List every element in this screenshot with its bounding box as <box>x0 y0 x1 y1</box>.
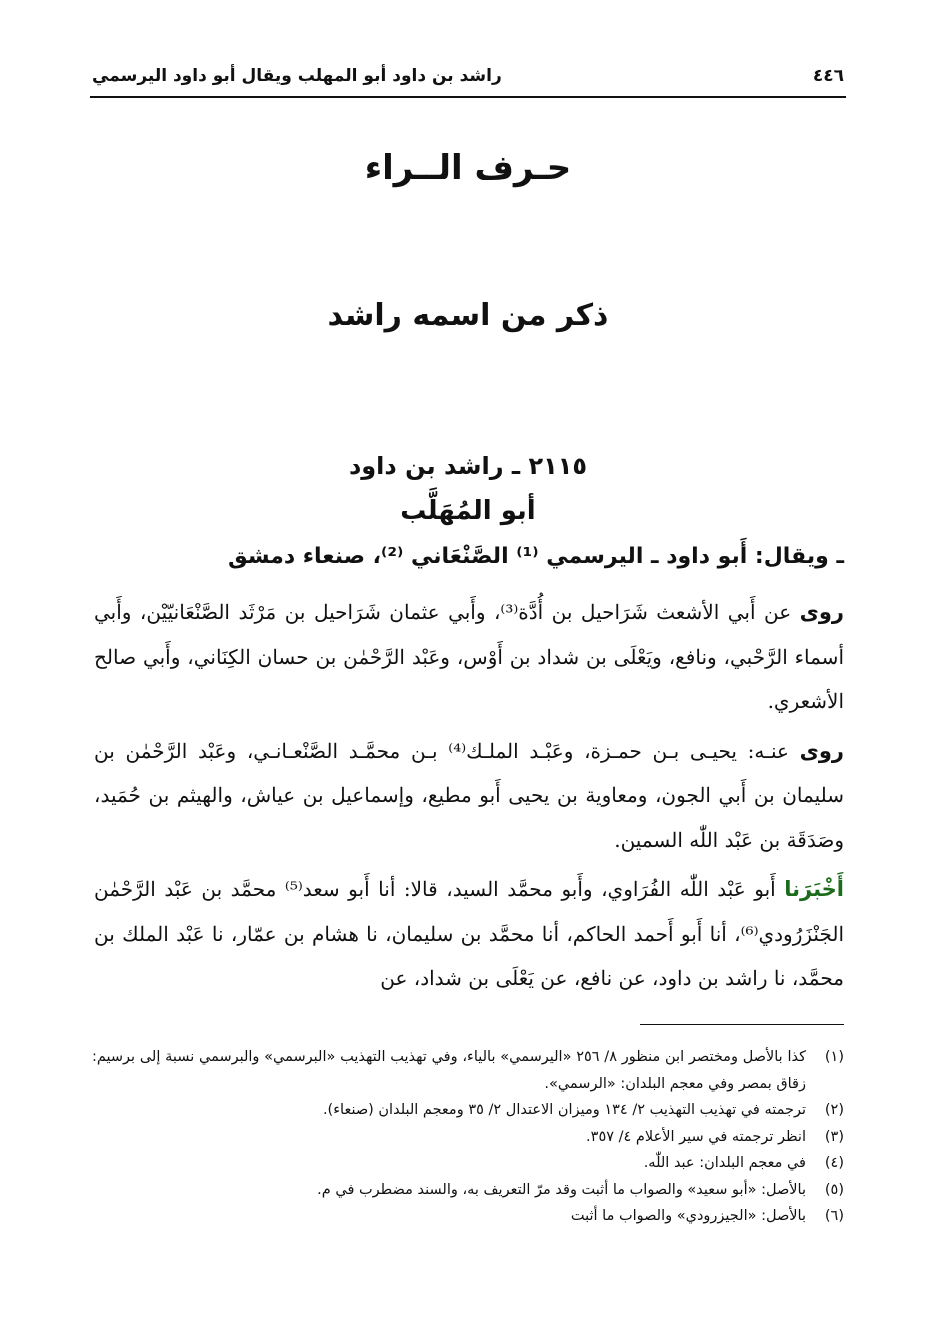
footnote-text: كذا بالأصل ومختصر ابن منظور ٨/ ٢٥٦ «اليرسمي» بالياء، وفي تهذيب التهذيب «البرسمي» والبرسمي نسبة إلى برسيم: زقاق بمصر وفي معجم البلدان: «الرسمي». <box>92 1049 806 1092</box>
paragraph-text: عنـه: يحيـى بـن حمـزة، وعَبْـد الملـك⁽⁴⁾ بـن محمَّـد الصَّنْعـانـي، وعَبْد الرَّحْمٰن بن سليمان بن أَبي الجون، ومعاوية بن يحيى أَبو مطيع، وإسماعيل بن عياش، والهيثم بن حُمَيد، وصَدَقَة بن عَبْد اللّٰه السمين. <box>94 738 844 852</box>
footnote-number: (٦) <box>824 1208 844 1224</box>
entry-number-name: ٢١١٥ ـ راشد بن داود <box>348 452 588 480</box>
footnote <box>92 1150 844 1177</box>
footnotes <box>92 1044 844 1230</box>
footnote <box>92 1044 844 1097</box>
footnote-number: (٢) <box>824 1102 844 1118</box>
section-title: حـرف الــراء <box>364 148 572 188</box>
sub-title: ذكر من اسمه راشد <box>327 298 609 333</box>
footnote-text: بالأصل: «الجيزرودي» والصواب ما أثبت <box>570 1208 806 1224</box>
entry-kunya: أبو المُهَلَّب <box>400 496 536 526</box>
page-number: ٤٤٦ <box>812 66 844 86</box>
footnote <box>92 1177 844 1204</box>
footnote-number: (٣) <box>824 1128 844 1145</box>
paragraph-isnad <box>94 867 844 1001</box>
paragraph-lead: روى <box>799 738 844 763</box>
entry-alt-name: ـ ويقال: أَبو داود ـ اليرسمي ⁽¹⁾ الصَّنْعَاني ⁽²⁾، صنعاء دمشق <box>228 544 844 569</box>
footnote <box>92 1124 844 1151</box>
paragraph-text: أَبو عَبْد اللّٰه الفُرَاوي، وأَبو محمَّد السيد، قالا: أنا أَبو سعد⁽⁵⁾ محمَّد بن عَبْد الرَّحْمٰن الجَنْزَرُودي⁽⁶⁾، أنا أَبو أَحمد الحاكم، أنا محمَّد بن سليمان، نا هشام بن عمّار، نا عَبْد الملك بن محمَّد، نا راشد بن داود، عن نافع، عن يَعْلَى بن شداد، عن <box>94 877 844 990</box>
running-header <box>92 60 844 92</box>
body-text <box>94 590 844 1006</box>
header-rule <box>90 96 846 98</box>
footnote-number: (١) <box>824 1049 844 1065</box>
footnote <box>92 1203 844 1230</box>
footnote-rule <box>640 1024 844 1025</box>
paragraph-narrated-from <box>94 590 844 724</box>
footnote-text: بالأصل: «أبو سعيد» والصواب ما أثبت وقد مرّ التعريف به، والسند مضطرب في م. <box>317 1181 806 1198</box>
paragraph-narrated-by <box>94 729 844 863</box>
footnote-number: (٥) <box>824 1181 844 1198</box>
footnote-text: انظر ترجمته في سير الأعلام ٤/ ٣٥٧. <box>586 1128 806 1145</box>
footnote-text: في معجم البلدان: عبد اللّٰه. <box>643 1155 806 1171</box>
footnote <box>92 1097 844 1124</box>
running-title: راشد بن داود أبو المهلب ويقال أبو داود اليرسمي <box>92 66 502 86</box>
paragraph-lead: روى <box>799 600 844 624</box>
footnote-text: ترجمته في تهذيب التهذيب ٢/ ١٣٤ وميزان الاعتدال ٢/ ٣٥ ومعجم البلدان (صنعاء). <box>322 1102 806 1118</box>
footnote-number: (٤) <box>824 1155 844 1171</box>
paragraph-text: عن أَبي الأشعث شَرَاحيل بن أُدَّة⁽³⁾، وأَبي عثمان شَرَاحيل بن مَرْثَد الصَّنْعَانيّيْن، وأَبي أسماء الرَّحْبي، ونافع، ويَعْلَى بن شداد بن أَوْس، وعَبْد الرَّحْمٰن بن حسان الكِنَاني، وأَبي صالح الأشعري. <box>94 600 844 713</box>
paragraph-lead: أَخْبَرَنا <box>784 877 845 901</box>
